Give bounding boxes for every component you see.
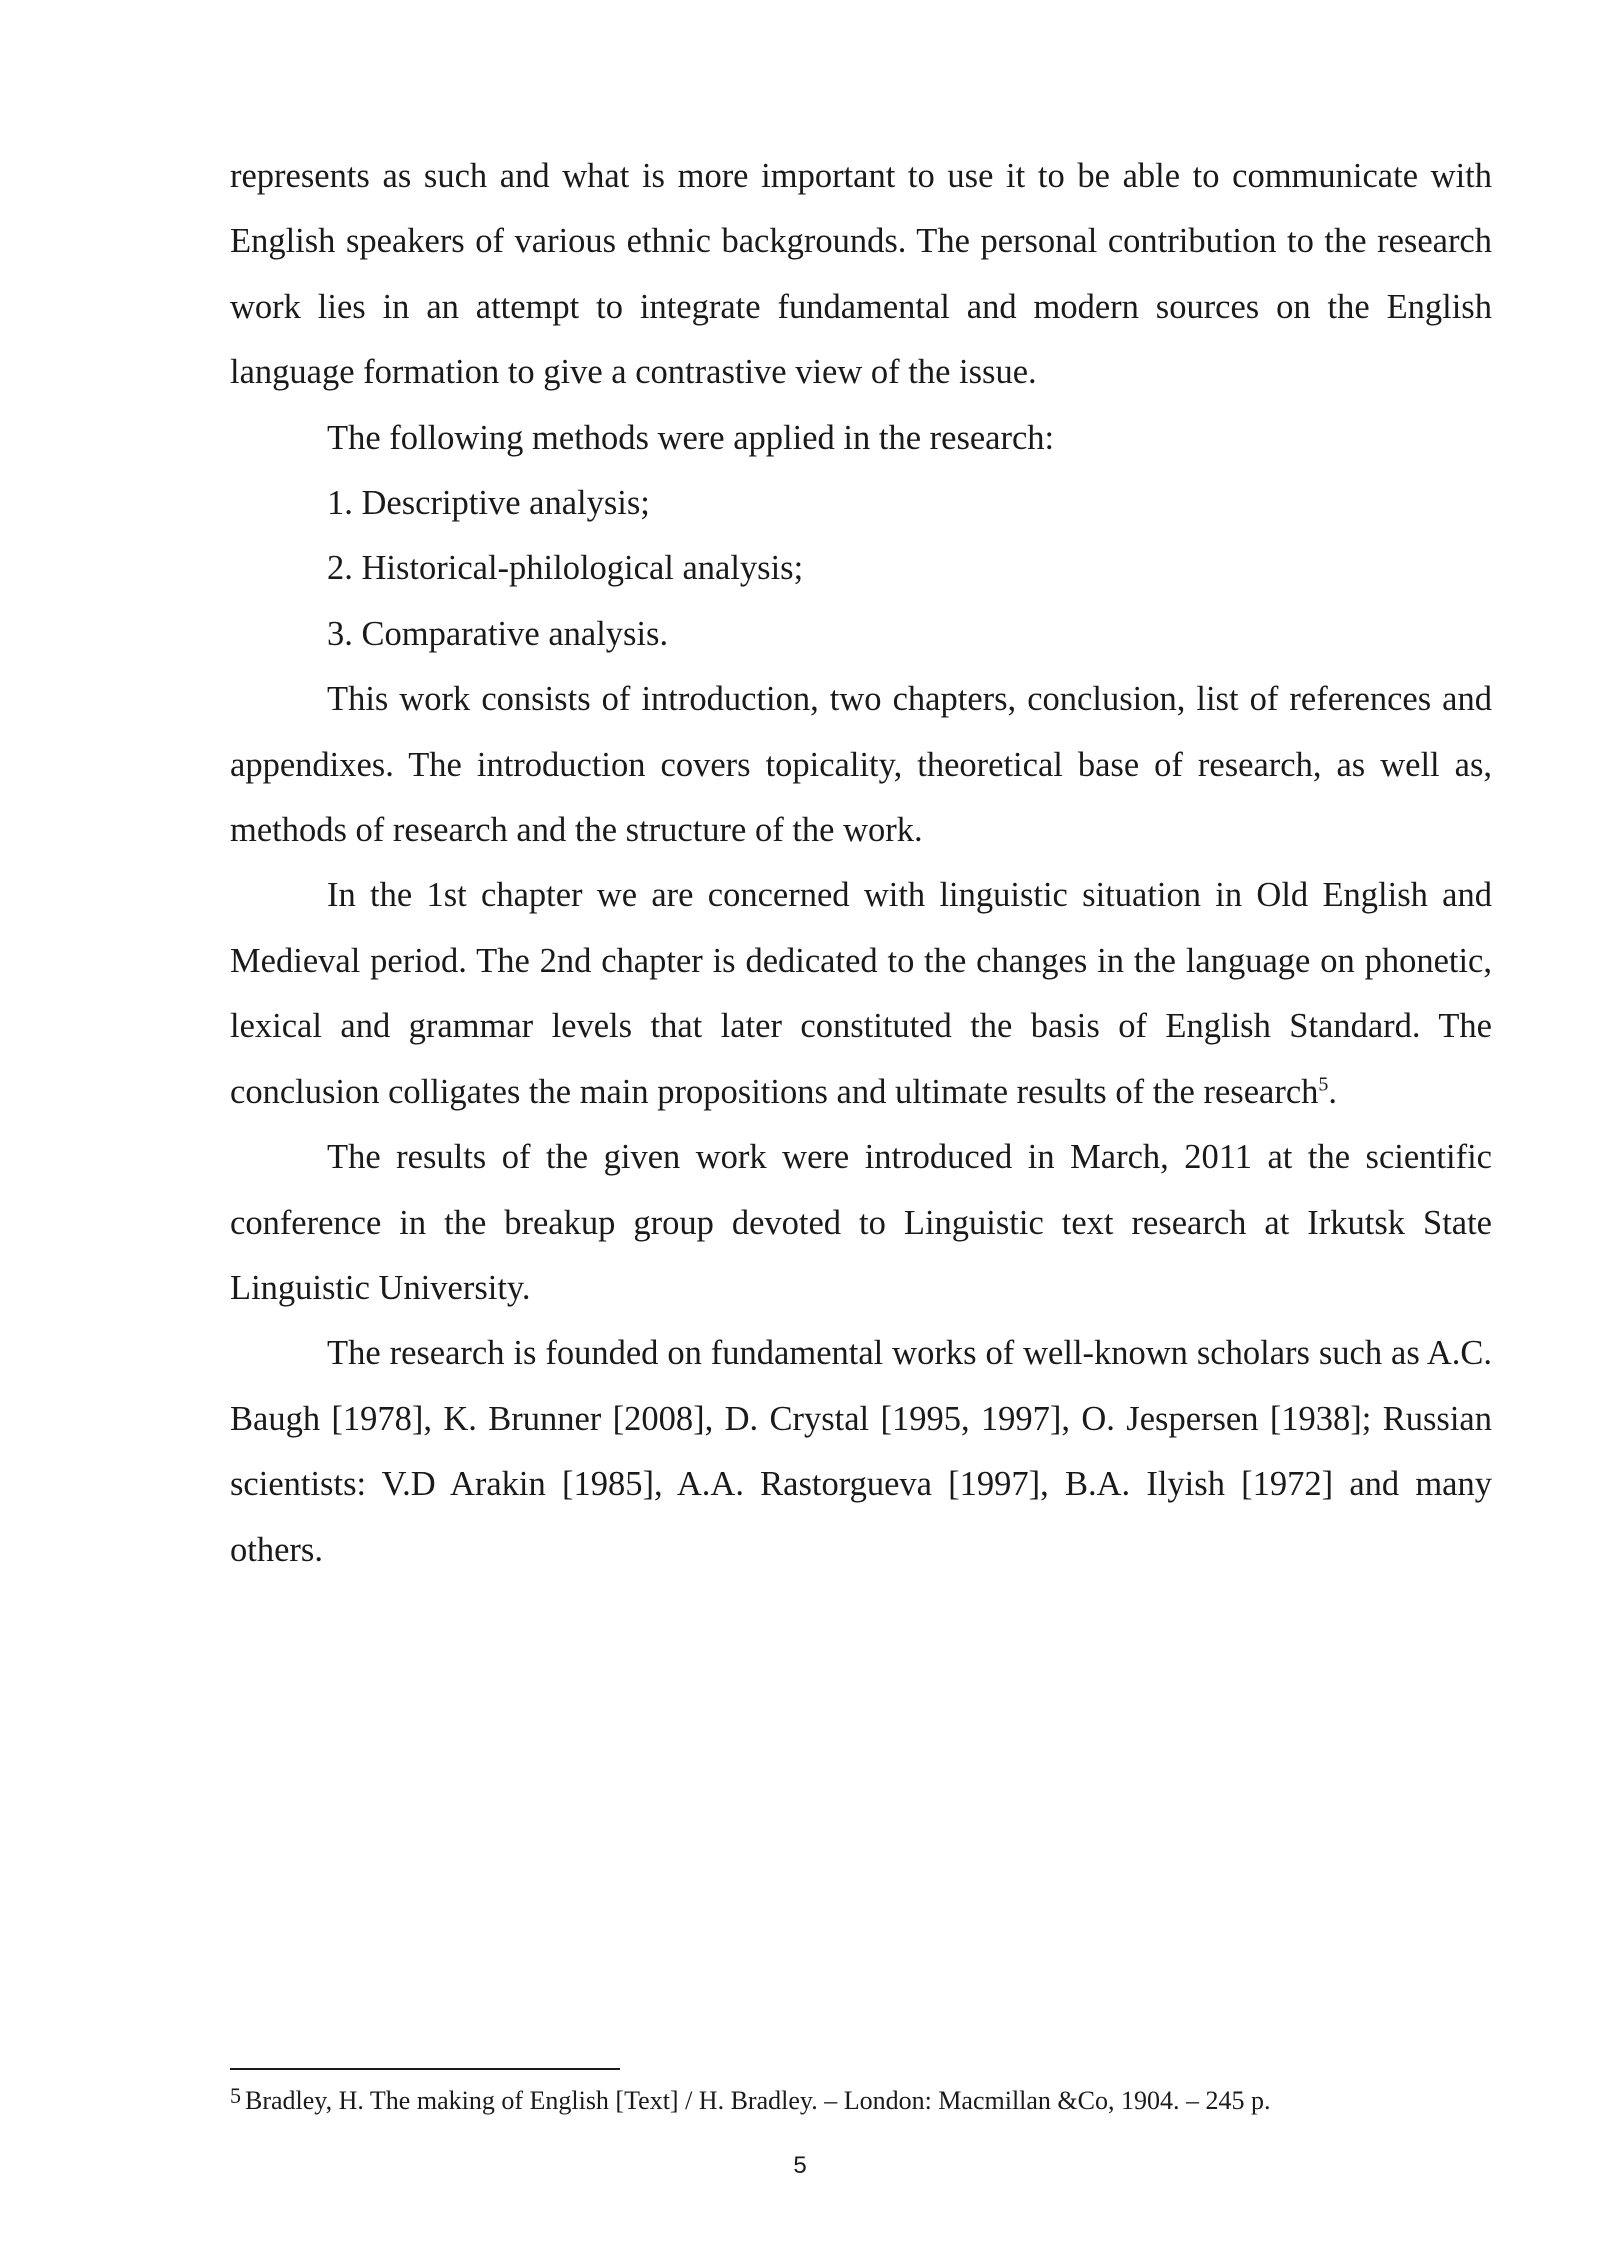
footnote — [230, 2084, 1492, 2118]
paragraph-results: The results of the given work were introduced in March, 2011 at the scientific conference in the breakup group devoted to Linguistic text research at Irkutsk State Linguistic University. — [230, 1138, 1492, 1307]
paragraph-chapters — [230, 863, 1492, 1125]
method-item-comparative: 3. Comparative analysis. — [327, 614, 669, 653]
footnote-separator — [230, 2068, 620, 2070]
body-text — [230, 144, 1492, 1583]
page-number: 5 — [793, 2152, 807, 2179]
method-item-historical: 2. Historical-philological analysis; — [327, 549, 804, 588]
paragraph-contribution: represents as such and what is more important to use it to be able to communicate with English speakers of various ethnic backgrounds. The personal contribution to the research work lies in an attempt to integrate fundamental and modern sources on the English language formation to give a contrastive view of the issue. — [230, 157, 1492, 392]
footnote-text: Bradley, H. The making of English [Text] / H. Bradley. – London: Macmillan &Co, 1904. – 245 p. — [245, 2086, 1271, 2115]
method-item-descriptive: 1. Descriptive analysis; — [327, 484, 650, 523]
paragraph-structure: This work consists of introduction, two chapters, conclusion, list of references and appendixes. The introduction covers topicality, theoretical base of research, as well as, methods of research and the structure of the work. — [230, 680, 1492, 850]
paragraph-scholars: The research is founded on fundamental works of well-known scholars such as A.C. Baugh [1978], K. Brunner [2008], D. Crystal [1995, 1997], O. Jespersen [1938]; Russian scientists: V.D Arakin [1985], A.A. Rastorgueva [1997], B.A. Ilyish [1972] and many others. — [230, 1334, 1492, 1569]
paragraph-chapters-text: In the 1st chapter we are concerned with linguistic situation in Old English and Medieval period. The 2nd chapter is dedicated to the changes in the language on phonetic, lexical and grammar levels that later constituted the basis of English Standard. The conclusion colligates the main propositions and ultimate results of the research — [230, 876, 1492, 1111]
paragraph-chapters-end: . — [1328, 1072, 1338, 1111]
footnote-number: 5 — [230, 2083, 241, 2108]
paragraph-methods-intro: The following methods were applied in the research: — [327, 418, 1055, 457]
footnote-reference[interactable]: 5 — [1318, 1073, 1329, 1096]
